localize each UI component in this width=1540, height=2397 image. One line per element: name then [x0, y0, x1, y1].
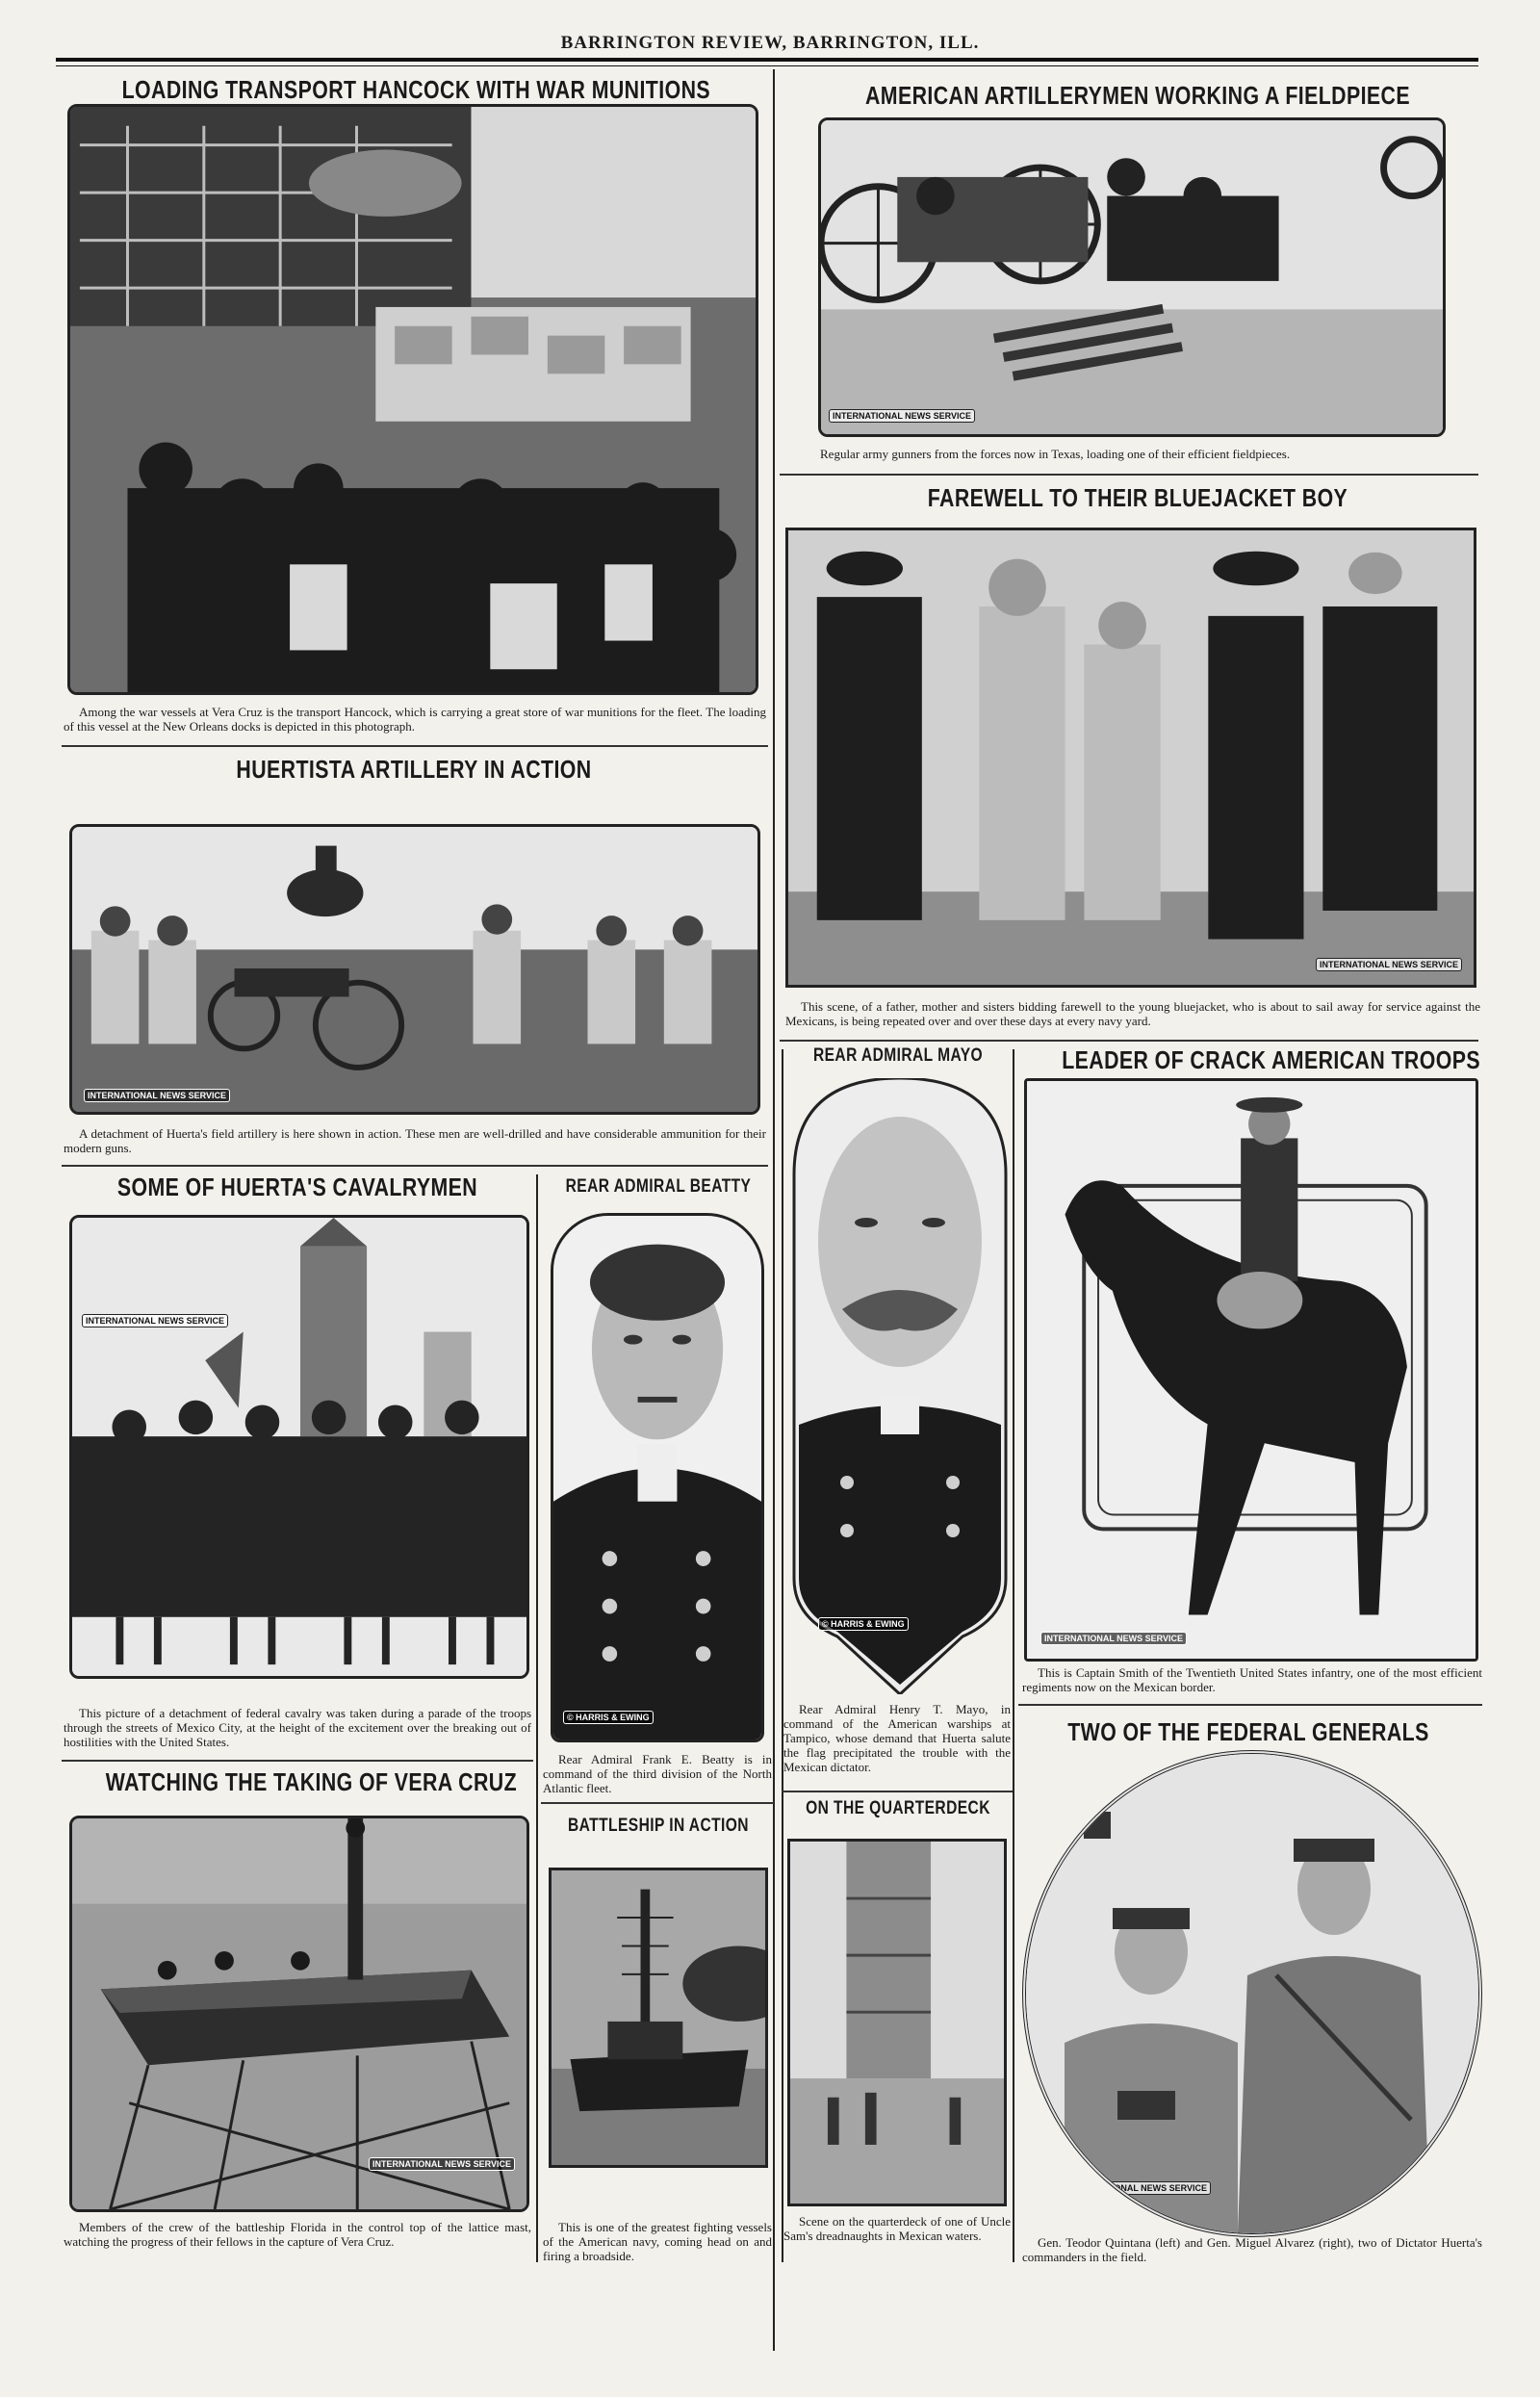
- headline-hancock: LOADING TRANSPORT HANCOCK WITH WAR MUNITIONS: [121, 75, 711, 104]
- headline-quarterdeck: ON THE QUARTERDECK: [806, 1798, 990, 1818]
- photo-beatty: [551, 1213, 764, 1742]
- section-rule: [541, 1802, 774, 1804]
- photo-leader: [1024, 1078, 1478, 1662]
- column-divider: [782, 1049, 783, 2262]
- caption-generals: Gen. Teodor Quintana (left) and Gen. Miguel Alvarez (right), two of Dictator Huerta's commanders in the field.: [1022, 2235, 1482, 2264]
- column-divider: [536, 1174, 538, 2262]
- headline-beatty: REAR ADMIRAL BEATTY: [565, 1176, 752, 1197]
- caption-leader: This is Captain Smith of the Twentieth United States infantry, one of the most efficient regiments now on the Mexican border.: [1022, 1665, 1482, 1694]
- credit-harris-ewing: © HARRIS & EWING: [563, 1711, 654, 1724]
- column-divider: [773, 69, 775, 2351]
- section-rule: [62, 1760, 533, 1762]
- photo-battleship: [549, 1868, 768, 2168]
- photo-bluejacket: [785, 528, 1476, 988]
- caption-cavalrymen: This picture of a detachment of federal cavalry was taken during a parade of the troops through the streets of Mexico City, at the height of the excitement over the breaking out of hostilities with the United States.: [64, 1706, 531, 1749]
- headline-vera-cruz: WATCHING THE TAKING OF VERA CRUZ: [105, 1767, 517, 1796]
- photo-hancock: [67, 104, 758, 695]
- masthead-rule: [56, 58, 1478, 62]
- credit-harris-ewing: © HARRIS & EWING: [818, 1617, 909, 1631]
- caption-mayo: Rear Admiral Henry T. Mayo, in command of the American warships at Tampico, whose demand that Huerta salute the flag precipitated the trouble with the Mexican dictator.: [783, 1702, 1011, 1774]
- caption-battleship: This is one of the greatest fighting vessels of the American navy, coming head on and firing a broadside.: [543, 2220, 772, 2263]
- photo-artillerymen: [818, 117, 1446, 437]
- caption-beatty: Rear Admiral Frank E. Beatty is in command of the third division of the North Atlantic fleet.: [543, 1752, 772, 1795]
- headline-leader: LEADER OF CRACK AMERICAN TROOPS: [1062, 1045, 1480, 1074]
- credit-ins: INTERNATIONAL NEWS SERVICE: [1065, 2181, 1211, 2195]
- section-rule: [62, 745, 768, 747]
- masthead-rule-thin: [56, 65, 1478, 66]
- headline-mayo: REAR ADMIRAL MAYO: [812, 1045, 984, 1066]
- credit-ins: INTERNATIONAL NEWS SERVICE: [82, 1314, 228, 1327]
- headline-generals: TWO OF THE FEDERAL GENERALS: [1067, 1717, 1429, 1746]
- section-rule: [780, 474, 1478, 476]
- headline-huertista-artillery: HUERTISTA ARTILLERY IN ACTION: [236, 755, 592, 784]
- headline-bluejacket: FAREWELL TO THEIR BLUEJACKET BOY: [927, 483, 1348, 512]
- headline-battleship: BATTLESHIP IN ACTION: [568, 1816, 749, 1836]
- section-rule: [62, 1165, 768, 1167]
- photo-cavalrymen: [69, 1215, 529, 1679]
- section-rule: [782, 1791, 1013, 1792]
- photo-generals: [1022, 1750, 1482, 2237]
- caption-artillerymen: Regular army gunners from the forces now in Texas, loading one of their efficient fieldpieces.: [820, 447, 1291, 461]
- credit-ins: INTERNATIONAL NEWS SERVICE: [1316, 958, 1462, 971]
- headline-artillerymen: AMERICAN ARTILLERYMEN WORKING A FIELDPIECE: [864, 81, 1411, 110]
- caption-hancock: Among the war vessels at Vera Cruz is the transport Hancock, which is carrying a great store of war munitions for the fleet. The loading of this vessel at the New Orleans docks is depicted in this photograph.: [64, 705, 766, 734]
- column-divider: [1013, 1049, 1014, 2262]
- masthead: BARRINGTON REVIEW, BARRINGTON, ILL.: [560, 33, 980, 53]
- caption-vera-cruz: Members of the crew of the battleship Florida in the control top of the lattice mast, watching the progress of their fellows in the capture of Vera Cruz.: [64, 2220, 531, 2249]
- headline-cavalrymen: SOME OF HUERTA'S CAVALRYMEN: [116, 1173, 478, 1201]
- caption-quarterdeck: Scene on the quarterdeck of one of Uncle Sam's dreadnaughts in Mexican waters.: [783, 2214, 1011, 2243]
- photo-mayo: [789, 1078, 1011, 1694]
- credit-ins: INTERNATIONAL NEWS SERVICE: [84, 1089, 230, 1102]
- section-rule: [780, 1040, 1478, 1042]
- credit-ins: INTERNATIONAL NEWS SERVICE: [369, 2157, 515, 2171]
- caption-bluejacket: This scene, of a father, mother and sisters bidding farewell to the young bluejacket, who is about to sail away for service against the Mexicans, is being repeated over and over these days at every navy yard.: [785, 999, 1480, 1028]
- photo-quarterdeck: [787, 1839, 1007, 2206]
- credit-ins: INTERNATIONAL NEWS SERVICE: [829, 409, 975, 423]
- credit-ins: INTERNATIONAL NEWS SERVICE: [1040, 1632, 1187, 1645]
- photo-huertista-artillery: [69, 824, 760, 1115]
- photo-vera-cruz: [69, 1816, 529, 2212]
- section-rule: [1018, 1704, 1482, 1706]
- caption-huertista-artillery: A detachment of Huerta's field artillery is here shown in action. These men are well-drilled and have considerable ammunition for their modern guns.: [64, 1126, 766, 1155]
